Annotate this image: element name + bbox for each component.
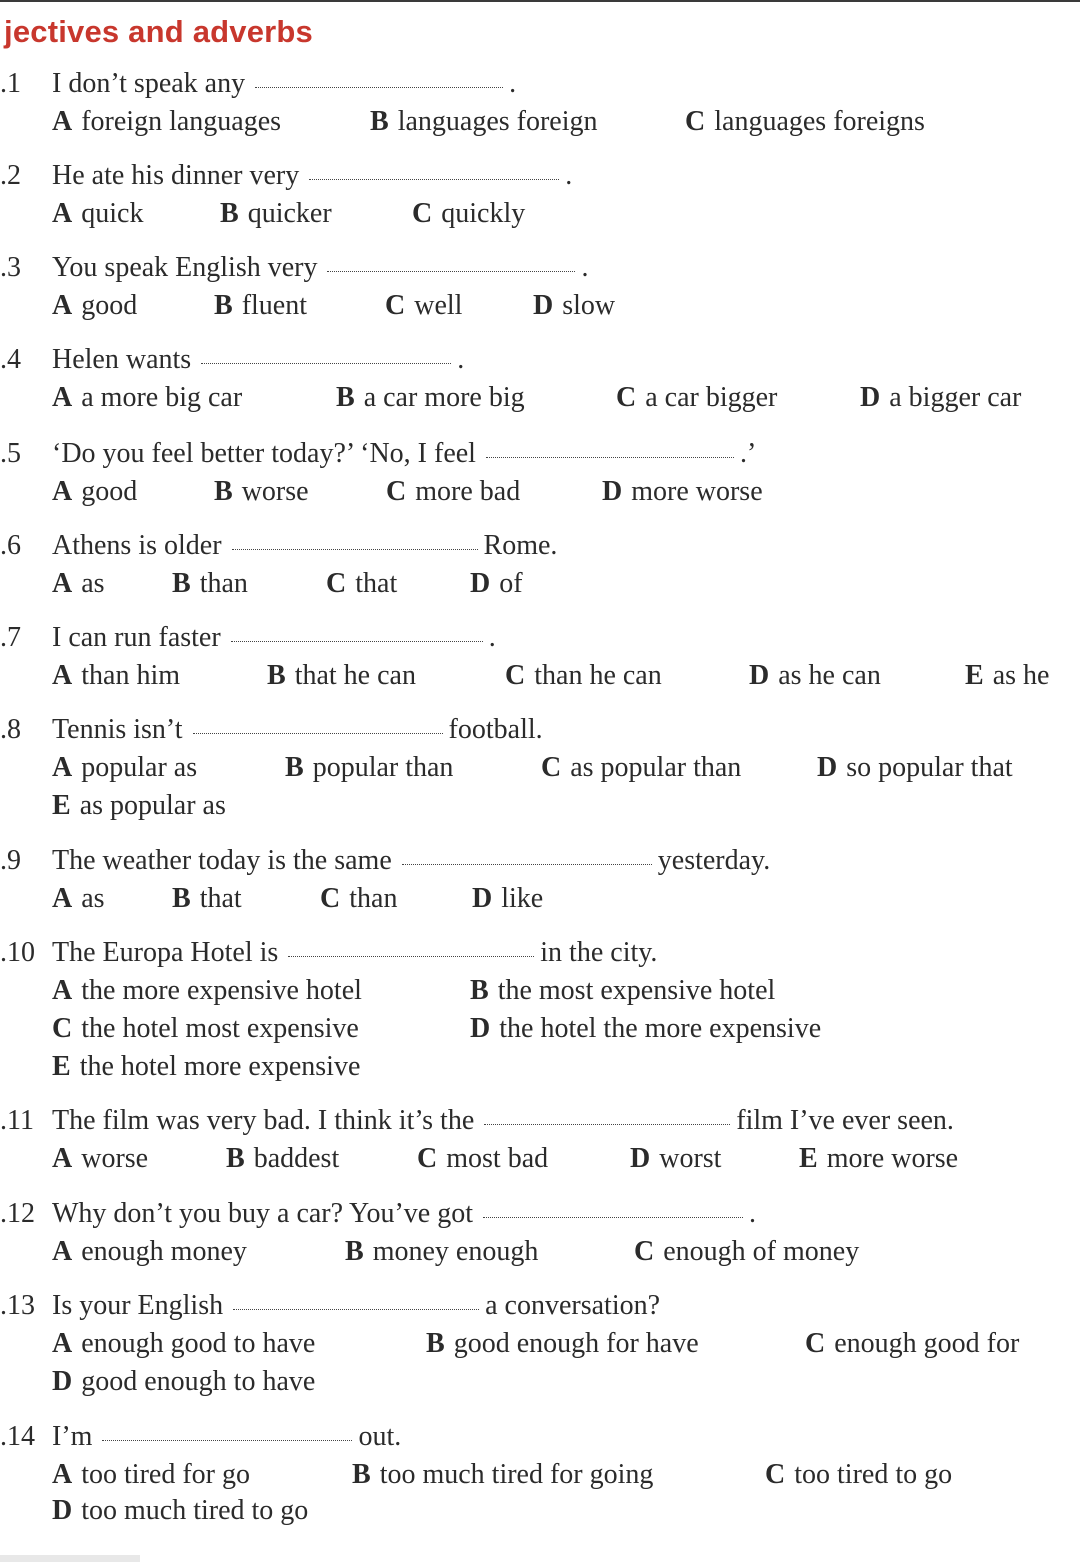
answer-option-a[interactable] xyxy=(52,104,281,140)
option-letter: C xyxy=(765,1459,786,1490)
answer-option-b[interactable] xyxy=(345,1234,538,1270)
option-text: a more big car xyxy=(81,382,243,413)
option-letter: B xyxy=(470,975,489,1006)
question-number: .12 xyxy=(0,1198,35,1229)
option-letter: C xyxy=(320,883,341,914)
option-letter: A xyxy=(52,1143,73,1174)
option-text: of xyxy=(499,568,523,599)
question-text-after: . xyxy=(509,68,517,99)
question-text-before: Tennis isn’t xyxy=(52,714,183,745)
answer-option-b[interactable] xyxy=(214,474,309,510)
option-letter: B xyxy=(345,1236,364,1267)
page-edge-mark xyxy=(0,1555,140,1562)
top-rule xyxy=(0,0,1080,2)
option-letter: B xyxy=(214,290,233,321)
option-letter: B xyxy=(220,198,239,229)
option-text: popular as xyxy=(81,752,198,783)
question-text-before: ‘Do you feel better today?’ ‘No, I feel xyxy=(52,438,476,469)
answer-option-e[interactable] xyxy=(52,788,226,824)
answer-option-d[interactable] xyxy=(52,1493,308,1529)
answer-option-d[interactable] xyxy=(817,750,1013,786)
answer-option-c[interactable] xyxy=(685,104,925,140)
option-text: more worse xyxy=(826,1143,959,1174)
question-stem xyxy=(0,712,543,748)
question-text-before: Why don’t you buy a car? You’ve got xyxy=(52,1198,473,1229)
option-letter: A xyxy=(52,1328,73,1359)
question-text-after: film I’ve ever seen. xyxy=(736,1105,954,1136)
option-text: the most expensive hotel xyxy=(497,975,776,1006)
option-letter: A xyxy=(52,975,73,1006)
question-number: .9 xyxy=(0,845,21,876)
option-text: languages foreign xyxy=(397,106,598,137)
option-letter: E xyxy=(52,1051,71,1082)
answer-option-d[interactable] xyxy=(472,881,543,917)
option-text: worse xyxy=(81,1143,149,1174)
option-text: enough good for xyxy=(834,1328,1020,1359)
option-text: a car bigger xyxy=(645,382,778,413)
option-letter: E xyxy=(799,1143,818,1174)
answer-option-d[interactable] xyxy=(533,288,615,324)
answer-option-c[interactable] xyxy=(765,1457,952,1493)
option-text: that he can xyxy=(294,660,416,691)
option-text: a car more big xyxy=(363,382,525,413)
option-text: quickly xyxy=(441,198,526,229)
answer-option-a[interactable] xyxy=(52,288,137,324)
question-number: .10 xyxy=(0,937,35,968)
option-letter: C xyxy=(616,382,637,413)
option-text: like xyxy=(501,883,544,914)
question-stem xyxy=(0,250,588,286)
question-text-before: He ate his dinner very xyxy=(52,160,300,191)
option-letter: C xyxy=(385,290,406,321)
option-text: as he can xyxy=(778,660,881,691)
option-text: baddest xyxy=(253,1143,340,1174)
answer-option-d[interactable] xyxy=(860,380,1021,416)
answer-option-c[interactable] xyxy=(412,196,525,232)
option-letter: A xyxy=(52,883,73,914)
question-text-before: The film was very bad. I think it’s the xyxy=(52,1105,475,1136)
question-text-before: Is your English xyxy=(52,1290,224,1321)
question-text-after: a conversation? xyxy=(485,1290,661,1321)
option-text: foreign languages xyxy=(81,106,282,137)
answer-option-a[interactable] xyxy=(52,1326,315,1362)
option-text: that xyxy=(355,568,398,599)
answer-option-b[interactable] xyxy=(352,1457,653,1493)
question-stem xyxy=(0,1419,401,1455)
option-text: as he xyxy=(992,660,1050,691)
option-text: than he can xyxy=(534,660,662,691)
answer-option-b[interactable] xyxy=(220,196,332,232)
answer-option-c[interactable] xyxy=(320,881,397,917)
answer-option-d[interactable] xyxy=(749,658,881,694)
option-text: too tired to go xyxy=(794,1459,953,1490)
answer-option-a[interactable] xyxy=(52,380,242,416)
answer-option-e[interactable] xyxy=(965,658,1049,694)
answer-option-c[interactable] xyxy=(541,750,741,786)
question-number: .2 xyxy=(0,160,21,191)
page-title: jectives and adverbs xyxy=(4,14,313,49)
question-number: .7 xyxy=(0,622,21,653)
option-letter: A xyxy=(52,752,73,783)
question-number: .14 xyxy=(0,1421,35,1452)
option-letter: D xyxy=(817,752,838,783)
answer-blank[interactable] xyxy=(483,1217,743,1218)
answer-option-b[interactable] xyxy=(267,658,416,694)
option-letter: A xyxy=(52,1236,73,1267)
option-letter: D xyxy=(470,568,491,599)
option-letter: B xyxy=(267,660,286,691)
question-number: .11 xyxy=(0,1105,34,1136)
answer-option-a[interactable] xyxy=(52,1234,247,1270)
question-stem xyxy=(0,843,770,879)
question-text-after: . xyxy=(581,252,589,283)
question-text-after: out. xyxy=(358,1421,402,1452)
option-letter: A xyxy=(52,106,73,137)
answer-option-c[interactable] xyxy=(386,474,520,510)
option-text: the hotel more expensive xyxy=(79,1051,361,1082)
option-text: most bad xyxy=(446,1143,549,1174)
question-text-before: You speak English very xyxy=(52,252,318,283)
answer-option-b[interactable] xyxy=(370,104,598,140)
option-letter: A xyxy=(52,198,73,229)
option-letter: A xyxy=(52,382,73,413)
answer-option-c[interactable] xyxy=(385,288,462,324)
question-stem xyxy=(0,1196,756,1232)
answer-blank[interactable] xyxy=(288,956,534,957)
question-stem xyxy=(0,436,756,472)
answer-option-d[interactable] xyxy=(470,566,523,602)
question-number: .3 xyxy=(0,252,21,283)
question-text-before: Helen wants xyxy=(52,344,192,375)
option-text: languages foreigns xyxy=(714,106,925,137)
question-text-before: Athens is older xyxy=(52,530,222,561)
answer-option-c[interactable] xyxy=(805,1326,1019,1362)
option-letter: B xyxy=(172,883,191,914)
question-stem xyxy=(0,935,657,971)
option-text: enough good to have xyxy=(81,1328,316,1359)
option-text: quick xyxy=(81,198,144,229)
answer-blank[interactable] xyxy=(102,1440,352,1441)
option-letter: C xyxy=(634,1236,655,1267)
question-stem xyxy=(0,620,496,656)
option-text: good xyxy=(81,290,138,321)
option-letter: D xyxy=(533,290,554,321)
question-text-after: yesterday. xyxy=(657,845,771,876)
answer-option-c[interactable] xyxy=(634,1234,859,1270)
option-text: too much tired for going xyxy=(379,1459,654,1490)
question-text-before: The Europa Hotel is xyxy=(52,937,279,968)
option-text: so popular that xyxy=(846,752,1013,783)
question-number: .1 xyxy=(0,68,21,99)
question-stem xyxy=(0,66,516,102)
question-stem xyxy=(0,342,464,378)
option-letter: B xyxy=(370,106,389,137)
answer-option-b[interactable] xyxy=(426,1326,699,1362)
option-letter: D xyxy=(860,382,881,413)
option-letter: D xyxy=(630,1143,651,1174)
answer-option-c[interactable] xyxy=(52,1011,359,1047)
answer-option-a[interactable] xyxy=(52,658,180,694)
answer-option-b[interactable] xyxy=(470,973,775,1009)
answer-option-b[interactable] xyxy=(172,881,242,917)
question-text-before: The weather today is the same xyxy=(52,845,392,876)
answer-blank[interactable] xyxy=(231,641,483,642)
answer-blank[interactable] xyxy=(484,1124,730,1125)
answer-option-d[interactable] xyxy=(470,1011,821,1047)
answer-option-b[interactable] xyxy=(172,566,248,602)
option-letter: B xyxy=(352,1459,371,1490)
option-letter: E xyxy=(965,660,984,691)
answer-option-c[interactable] xyxy=(616,380,777,416)
option-letter: C xyxy=(541,752,562,783)
question-text-after: .’ xyxy=(739,438,757,469)
option-letter: B xyxy=(426,1328,445,1359)
option-text: too tired for go xyxy=(81,1459,250,1490)
answer-blank[interactable] xyxy=(255,87,503,88)
option-text: more bad xyxy=(415,476,521,507)
answer-option-a[interactable] xyxy=(52,474,137,510)
answer-option-b[interactable] xyxy=(336,380,525,416)
option-letter: C xyxy=(805,1328,826,1359)
question-number: .8 xyxy=(0,714,21,745)
option-text: the hotel most expensive xyxy=(81,1013,359,1044)
option-letter: A xyxy=(52,568,73,599)
answer-option-c[interactable] xyxy=(505,658,662,694)
option-letter: B xyxy=(285,752,304,783)
answer-option-b[interactable] xyxy=(214,288,307,324)
question-text-after: . xyxy=(488,622,496,653)
question-text-after: Rome. xyxy=(483,530,558,561)
option-letter: B xyxy=(214,476,233,507)
option-letter: C xyxy=(412,198,433,229)
option-text: worst xyxy=(659,1143,722,1174)
option-text: fluent xyxy=(241,290,307,321)
question-number: .5 xyxy=(0,438,21,469)
option-text: more worse xyxy=(631,476,763,507)
option-text: that xyxy=(199,883,242,914)
option-letter: A xyxy=(52,1459,73,1490)
option-text: as xyxy=(81,568,105,599)
answer-option-d[interactable] xyxy=(52,1364,315,1400)
option-text: money enough xyxy=(372,1236,539,1267)
answer-option-b[interactable] xyxy=(285,750,453,786)
option-letter: E xyxy=(52,790,71,821)
option-letter: D xyxy=(52,1366,73,1397)
option-text: as popular as xyxy=(79,790,226,821)
option-letter: A xyxy=(52,290,73,321)
option-text: enough of money xyxy=(663,1236,860,1267)
answer-option-d[interactable] xyxy=(602,474,763,510)
answer-blank[interactable] xyxy=(327,271,575,272)
question-number: .6 xyxy=(0,530,21,561)
option-text: quicker xyxy=(247,198,332,229)
answer-option-c[interactable] xyxy=(326,566,397,602)
question-stem xyxy=(0,158,572,194)
option-letter: D xyxy=(470,1013,491,1044)
option-text: good enough to have xyxy=(81,1366,316,1397)
option-text: good xyxy=(81,476,138,507)
question-number: .4 xyxy=(0,344,21,375)
answer-option-a[interactable] xyxy=(52,1141,148,1177)
answer-option-a[interactable] xyxy=(52,566,105,602)
option-text: the hotel the more expensive xyxy=(499,1013,822,1044)
answer-option-a[interactable] xyxy=(52,973,362,1009)
answer-blank[interactable] xyxy=(309,179,559,180)
option-text: than him xyxy=(81,660,180,691)
answer-blank[interactable] xyxy=(486,457,734,458)
option-text: well xyxy=(414,290,463,321)
option-letter: C xyxy=(505,660,526,691)
question-text-after: football. xyxy=(448,714,543,745)
option-letter: D xyxy=(472,883,493,914)
option-text: enough money xyxy=(81,1236,247,1267)
answer-blank[interactable] xyxy=(232,549,478,550)
question-text-before: I’m xyxy=(52,1421,93,1452)
answer-blank[interactable] xyxy=(193,733,443,734)
question-text-after: . xyxy=(565,160,573,191)
answer-option-e[interactable] xyxy=(52,1049,360,1085)
question-number: .13 xyxy=(0,1290,35,1321)
option-letter: B xyxy=(226,1143,245,1174)
option-text: than xyxy=(349,883,398,914)
question-stem xyxy=(0,1103,954,1139)
question-text-before: I don’t speak any xyxy=(52,68,246,99)
option-text: as popular than xyxy=(570,752,742,783)
option-text: slow xyxy=(562,290,616,321)
option-text: than xyxy=(199,568,248,599)
option-letter: B xyxy=(336,382,355,413)
answer-blank[interactable] xyxy=(201,363,451,364)
option-letter: C xyxy=(685,106,706,137)
option-text: good enough for have xyxy=(453,1328,699,1359)
option-letter: C xyxy=(326,568,347,599)
option-letter: D xyxy=(749,660,770,691)
answer-option-a[interactable] xyxy=(52,881,105,917)
answer-option-c[interactable] xyxy=(417,1141,548,1177)
answer-blank[interactable] xyxy=(402,864,652,865)
option-text: too much tired to go xyxy=(81,1495,309,1526)
question-text-after: in the city. xyxy=(540,937,658,968)
question-text-after: . xyxy=(748,1198,756,1229)
option-letter: C xyxy=(52,1013,73,1044)
option-letter: A xyxy=(52,660,73,691)
question-text-before: I can run faster xyxy=(52,622,221,653)
option-text: a bigger car xyxy=(889,382,1022,413)
answer-option-e[interactable] xyxy=(799,1141,958,1177)
question-text-after: . xyxy=(457,344,465,375)
answer-option-d[interactable] xyxy=(630,1141,721,1177)
answer-option-a[interactable] xyxy=(52,1457,250,1493)
option-letter: D xyxy=(602,476,623,507)
option-text: the more expensive hotel xyxy=(81,975,362,1006)
option-text: popular than xyxy=(312,752,454,783)
question-stem xyxy=(0,1288,660,1324)
option-letter: D xyxy=(52,1495,73,1526)
option-letter: C xyxy=(386,476,407,507)
option-text: worse xyxy=(241,476,309,507)
question-stem xyxy=(0,528,557,564)
option-text: as xyxy=(81,883,105,914)
answer-option-a[interactable] xyxy=(52,196,143,232)
answer-blank[interactable] xyxy=(233,1309,479,1310)
answer-option-a[interactable] xyxy=(52,750,197,786)
option-letter: C xyxy=(417,1143,438,1174)
option-letter: B xyxy=(172,568,191,599)
option-letter: A xyxy=(52,476,73,507)
answer-option-b[interactable] xyxy=(226,1141,339,1177)
